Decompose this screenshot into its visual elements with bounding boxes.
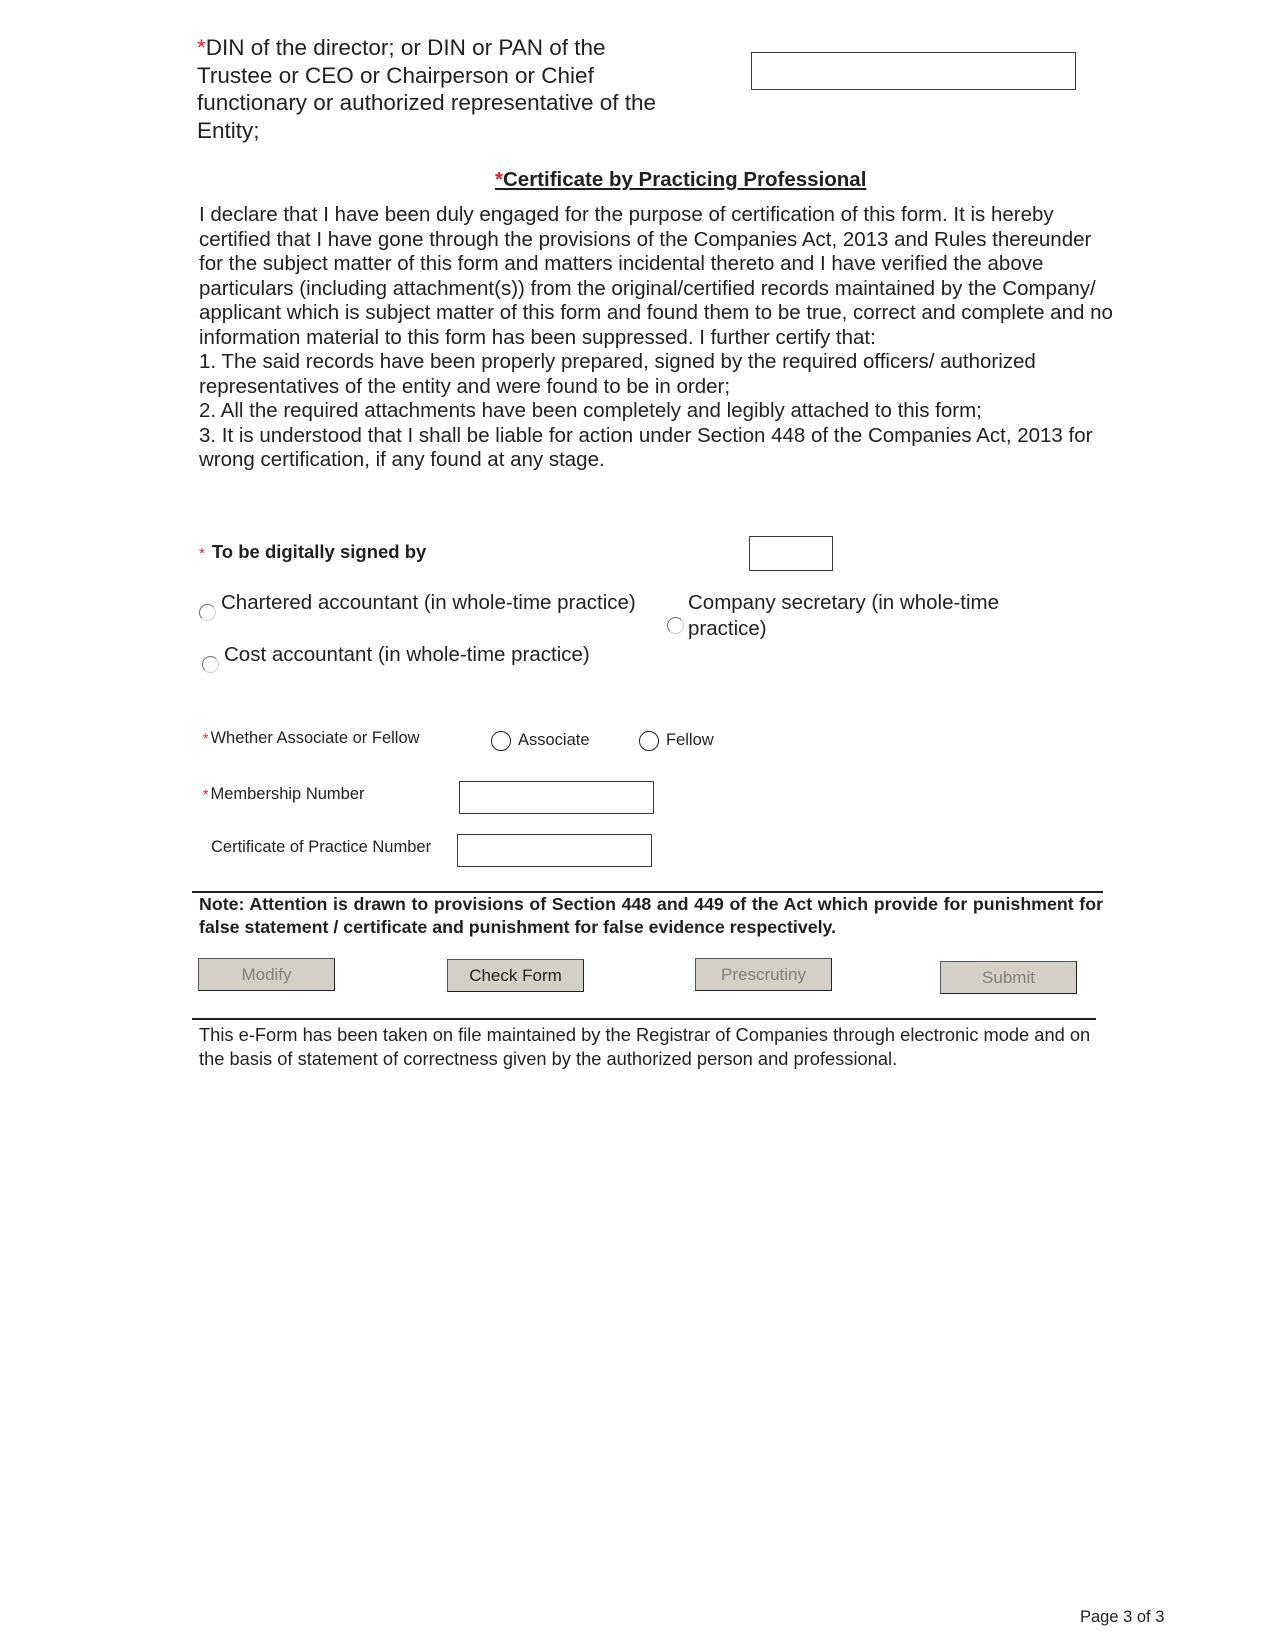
radio-chartered-accountant[interactable]: [199, 604, 216, 621]
prescrutiny-button[interactable]: Prescrutiny: [695, 958, 832, 991]
note-text: Note: Attention is drawn to provisions of Section 448 and 449 of the Act which provide for punishment for false statement / certificate and punishment for false evidence respectively.: [199, 894, 1103, 937]
radio-company-secretary[interactable]: [667, 617, 684, 634]
fellow-label: Fellow: [666, 731, 714, 749]
declaration-text: I declare that I have been duly engaged for the purpose of certification of this form. It is hereby certified that I have gone through the provisions of the Companies Act, 2013 and Rules thereunder for the subject matter of this form and matters incidental thereto and I have verified the above particulars (including attachment(s)) from the original/certified records maintained by the Company/ applicant which is subject matter of this form and found them to be true, correct and complete and no information material to this form has been suppressed. I further certify that: 1. The said records have been properly prepared, signed by the required officers/ authorized representatives of the entity and were found to be in order; 2. All the required attachments have been completely and legibly attached to this form; 3. It is understood that I shall be liable for action under Section 448 of the Companies Act, 2013 for wrong certification, if any found at any stage.: [199, 203, 1113, 471]
certificate-title: [495, 168, 866, 192]
cop-number-label: Certificate of Practice Number: [211, 838, 432, 856]
required-asterisk: *: [197, 35, 206, 60]
submit-button[interactable]: Submit: [940, 961, 1077, 994]
option-chartered-accountant: Chartered accountant (in whole-time practice): [221, 591, 636, 614]
membership-number-label-text: Membership Number: [210, 785, 365, 803]
associate-label: Associate: [518, 731, 590, 749]
digitally-signed-label: [199, 541, 426, 563]
digitally-signed-label-text: To be digitally signed by: [211, 541, 427, 562]
required-asterisk: *: [199, 545, 205, 562]
radio-fellow[interactable]: [639, 731, 659, 751]
cop-number-input[interactable]: [457, 834, 652, 867]
required-asterisk: *: [203, 730, 209, 746]
digital-signature-box[interactable]: [749, 536, 833, 571]
membership-number-label: [203, 785, 365, 804]
din-pan-input[interactable]: [751, 52, 1076, 90]
page-number: Page 3 of 3: [1080, 1608, 1165, 1626]
option-company-secretary: Company secretary (in whole-time practice): [688, 591, 1000, 640]
footer-text: This e-Form has been taken on file maintained by the Registrar of Companies through electronic mode and on the basis of statement of correctness given by the authorized person and professional.: [199, 1024, 1091, 1069]
required-asterisk: *: [495, 168, 503, 191]
radio-cost-accountant[interactable]: [202, 656, 219, 673]
required-asterisk: *: [203, 786, 209, 802]
din-label-text: DIN of the director; or DIN or PAN of the Trustee or CEO or Chairperson or Chief functionary or authorized representative of the Entity;: [197, 35, 657, 143]
check-form-button[interactable]: Check Form: [447, 959, 584, 992]
associate-fellow-label: [203, 729, 420, 748]
option-cost-accountant: Cost accountant (in whole-time practice): [224, 643, 590, 666]
modify-button[interactable]: Modify: [198, 958, 335, 991]
membership-number-input[interactable]: [459, 781, 654, 814]
divider-bottom: [192, 1018, 1096, 1020]
din-label: [197, 34, 667, 144]
certificate-title-text: Certificate by Practicing Professional: [502, 168, 867, 191]
radio-associate[interactable]: [491, 731, 511, 751]
associate-fellow-label-text: Whether Associate or Fellow: [210, 729, 420, 747]
